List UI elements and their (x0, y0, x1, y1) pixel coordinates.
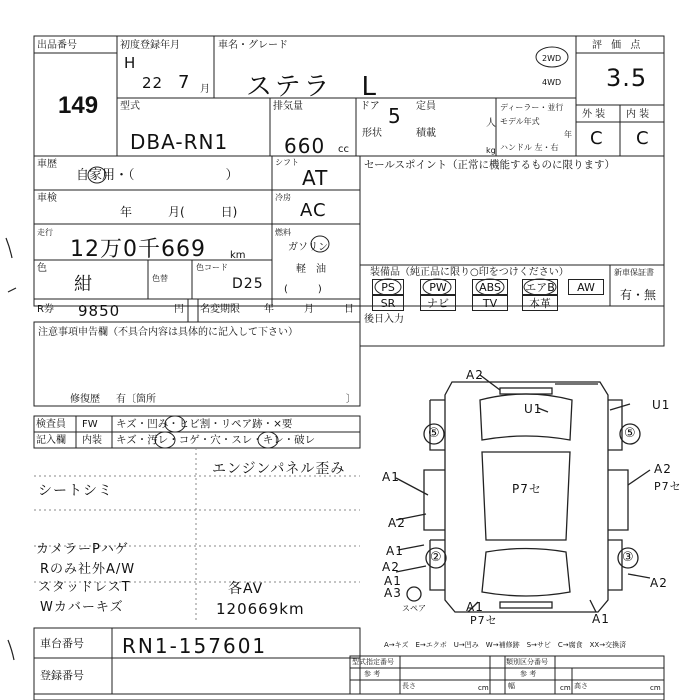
inspection-value: 年 月( 日) (120, 205, 238, 219)
model-year-label: モデル年式 (500, 117, 540, 126)
caution-label: 注意事項申告欄（不具合内容は具体的に記入して下さい） (38, 327, 298, 338)
load-label: 積載 (416, 128, 436, 139)
mark-rear-bumper-a1: A1 (466, 600, 484, 614)
interior-label: 内 装 (626, 109, 650, 120)
mark-right-5: ⑤ (624, 426, 637, 441)
equipment-leather: 本革 (522, 295, 558, 311)
inspector-fw: FW (82, 419, 98, 430)
dealer-label: ディーラー・並行 (500, 103, 564, 112)
sales-point-label: セールスポイント（正常に機能するものに限ります） (364, 159, 616, 171)
note-mileage: 120669km (216, 600, 305, 618)
model-value: ステラ L (246, 72, 379, 102)
mark-right-p7se: P7セ (654, 480, 682, 493)
title-deadline-label: 名変期限 (200, 304, 240, 315)
inspector-row2: キズ・汚レ・コゲ・穴・スレ・キレ・破レ (116, 434, 316, 446)
height-label: 高さ (574, 682, 588, 690)
mark-hood-u1: U1 (524, 402, 543, 416)
equipment-airbag: エアB (522, 279, 558, 295)
grade-label: 評 価 点 (592, 40, 644, 51)
mark-left-a1: A1 (382, 470, 400, 484)
fuel-paren: ( ) (284, 284, 322, 295)
category-label: 類別区分番号 (506, 658, 548, 666)
equipment-abs: ABS (472, 279, 508, 295)
repair-close: 〕 (346, 394, 356, 405)
capacity-label: 定員 (416, 101, 436, 112)
shift-value: AT (302, 166, 329, 190)
mark-rear-p7se: P7セ (470, 614, 498, 627)
mark-right-u1: U1 (652, 398, 671, 412)
grade-value: 3.5 (606, 64, 648, 92)
title-deadline-value: 年 月 日 (264, 304, 354, 315)
equipment-navi: ナビ (420, 295, 456, 311)
height-unit: cm (650, 684, 661, 692)
inspector-interior: 内装 (82, 435, 102, 446)
first-reg-year: 22 (142, 74, 164, 92)
rear-input-label: 後日入力 (364, 314, 404, 325)
new-car-warranty-value: 有・無 (620, 288, 657, 302)
mark-front-a2: A2 (466, 368, 484, 382)
ac-value: AC (300, 200, 327, 221)
inspection-label: 車検 (37, 193, 57, 204)
type-label: 型式 (120, 101, 140, 112)
mark-rear-a3: A3 (384, 586, 402, 600)
mark-right-3: ③ (622, 550, 635, 565)
drive-4wd: 4WD (542, 78, 562, 87)
color-code-label: 色コード (196, 263, 228, 272)
recycle-label: R券 (37, 304, 54, 315)
first-reg-era: H (124, 54, 137, 72)
mileage-label: 走行 (37, 228, 53, 237)
mark-left-2: ② (430, 550, 443, 565)
color-label: 色 (37, 263, 47, 274)
color-change-label: 色替 (152, 274, 168, 283)
kg-unit: kg (486, 146, 496, 155)
year-unit: 年 (564, 130, 572, 139)
note-r-only-aw: Rのみ社外A/W (40, 562, 136, 577)
note-seat-stain: シートシミ (38, 483, 113, 499)
equipment-ps: PS (372, 279, 404, 295)
ac-label: 冷房 (275, 193, 291, 202)
length-label: 長さ (402, 682, 416, 690)
inspector-row1: キズ・凹み・ヒビ割・リペア跡・×要 (116, 418, 293, 430)
shift-label: シフト (275, 158, 299, 167)
type-spec-label: 型式指定番号 (352, 658, 394, 666)
month-unit: 月 (200, 84, 210, 95)
note-each-av: 各AV (228, 581, 264, 597)
note-w-cover: Wカバーキズ (40, 600, 124, 615)
drive-2wd: 2WD (542, 54, 562, 63)
mark-rear-right-a2: A2 (650, 576, 668, 590)
mark-rear-a1: A1 (384, 574, 402, 588)
first-reg-label: 初度登録年月 (120, 40, 180, 51)
repair-value: 有〔箇所 (116, 394, 156, 405)
width-label: 幅 (508, 682, 515, 690)
equipment-pw: PW (420, 279, 456, 295)
color-value: 紺 (74, 274, 93, 295)
doors-value: 5 (388, 104, 402, 128)
doors-label: ドア (360, 101, 380, 112)
chassis-label: 車台番号 (40, 637, 84, 650)
note-engine-panel: エンジンパネル歪み (212, 461, 346, 477)
mark-rear-left-a1: A1 (386, 544, 404, 558)
recycle-value: 9850 (78, 302, 121, 320)
color-code-value: D25 (232, 276, 264, 292)
chassis-value: RN1-157601 (122, 634, 268, 658)
equipment-label: 装備品（純正品に限り○印をつけください） (370, 267, 569, 278)
mark-left-5: ⑤ (428, 426, 441, 441)
mark-roof-p7se: P7セ (512, 482, 542, 496)
displacement-value: 660 (284, 134, 326, 158)
damage-legend: A→キズ E→エクボ U→凹み W→補修跡 S→サビ C→腐食 XX→交換済 (384, 641, 627, 649)
exterior-label: 外 装 (582, 109, 606, 120)
first-reg-month: 7 (178, 72, 191, 93)
history-value: 自家用・（ ） (76, 168, 239, 183)
handle-label: ハンドル 左・右 (500, 143, 559, 152)
width-unit: cm (560, 684, 571, 692)
model-label: 車名・グレード (218, 40, 288, 51)
equipment-sr: SR (372, 295, 404, 311)
note-camera-peel: カメラーPハゲ (36, 542, 129, 557)
interior-value: C (636, 128, 650, 149)
mark-rear-right-a1: A1 (592, 612, 610, 626)
shape-label: 形状 (362, 128, 382, 139)
lot-label: 出品番号 (37, 40, 77, 51)
fuel-label: 燃料 (275, 228, 291, 237)
type-value: DBA-RN1 (130, 130, 229, 154)
displacement-label: 排気量 (273, 101, 303, 112)
fuel-gasoline: ガソリン (288, 242, 328, 253)
category-ref: 参 考 (520, 670, 537, 678)
equipment-aw: AW (568, 279, 604, 295)
fuel-diesel: 軽 油 (296, 264, 326, 275)
history-label: 車歴 (37, 159, 57, 170)
registration-label: 登録番号 (40, 669, 84, 682)
mark-left-a2: A2 (388, 516, 406, 530)
exterior-value: C (590, 128, 604, 149)
type-spec-ref: 参 考 (364, 670, 381, 678)
km-unit: km (230, 250, 246, 261)
equipment-tv: TV (472, 295, 508, 311)
new-car-warranty-label: 新車保証書 (614, 268, 654, 277)
mark-rear-left-a2: A2 (382, 560, 400, 574)
spare-label: スペア (402, 604, 426, 613)
yen-unit: 円 (174, 304, 184, 315)
cc-unit: cc (338, 144, 349, 155)
inspector-label: 検査員 (36, 419, 66, 430)
person-unit: 人 (486, 118, 496, 129)
inspector-entry-label: 記入欄 (36, 435, 66, 446)
lot-number: 149 (58, 92, 99, 119)
repair-label: 修復歴 (70, 394, 100, 405)
mark-right-a2: A2 (654, 462, 672, 476)
note-studless: スタッドレスT (38, 580, 131, 595)
mileage-value: 12万0千669 (70, 237, 206, 262)
length-unit: cm (478, 684, 489, 692)
